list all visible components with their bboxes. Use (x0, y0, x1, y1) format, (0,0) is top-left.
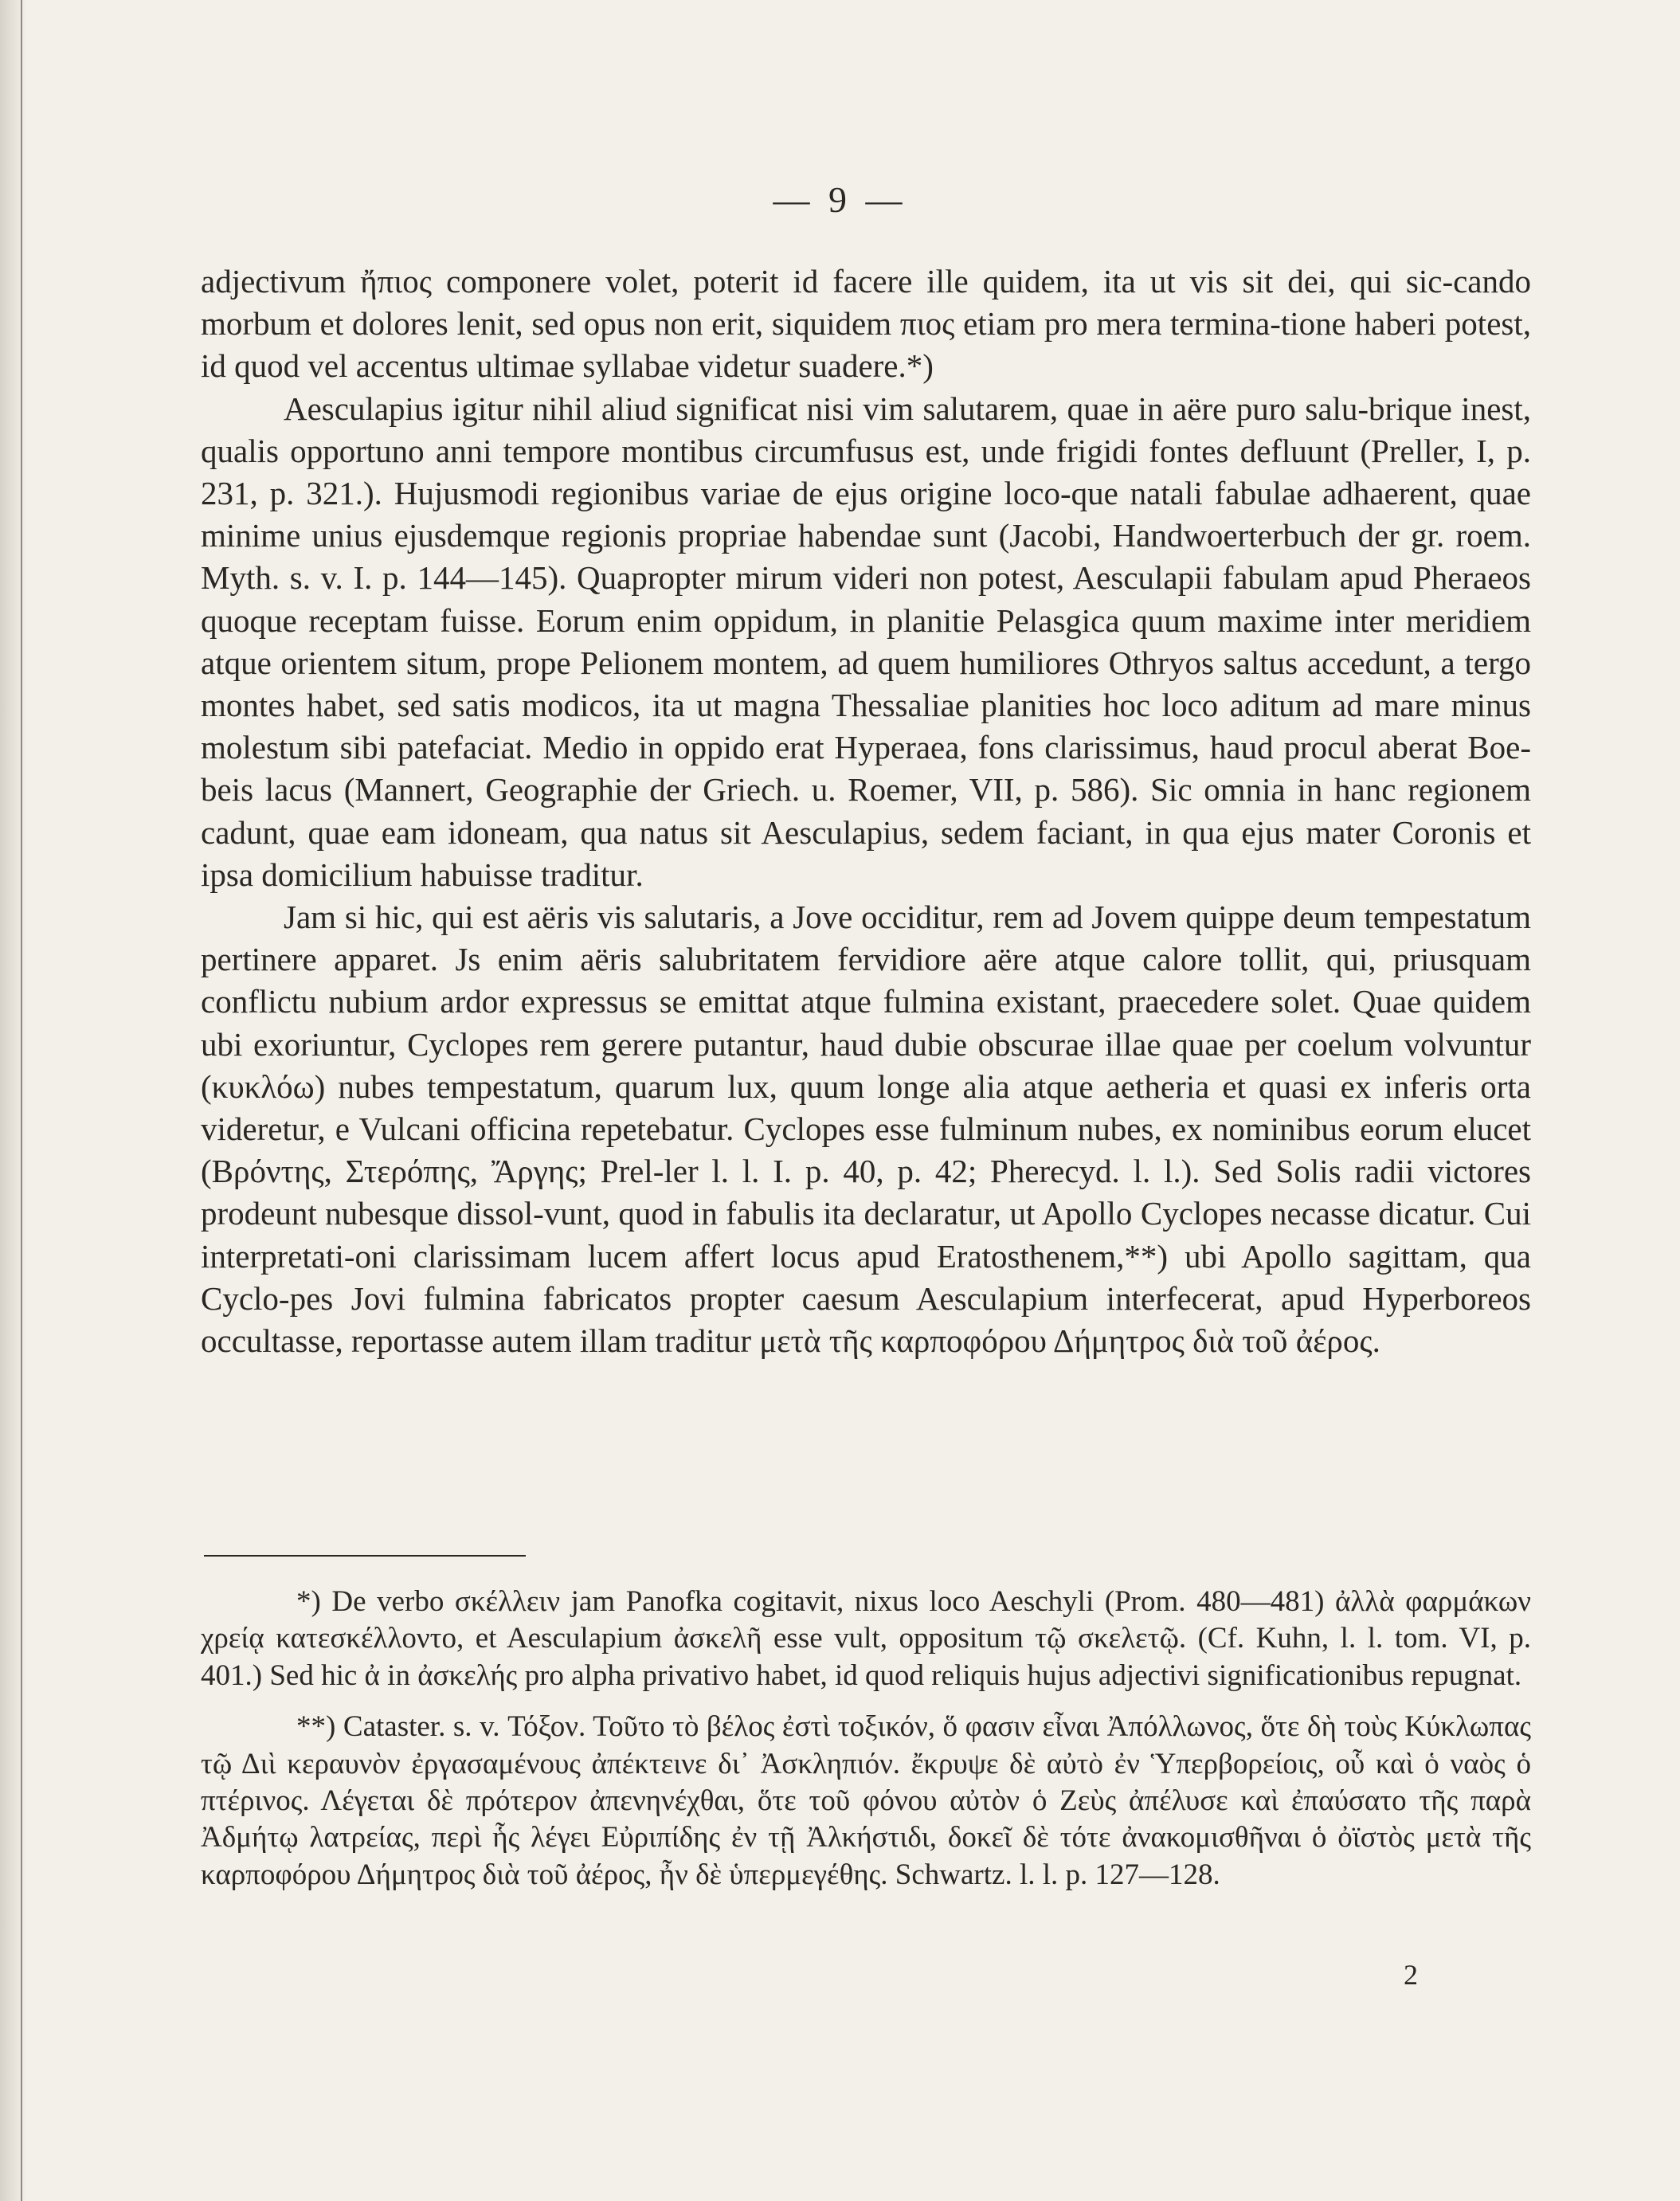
page-number: — 9 — (773, 179, 907, 220)
book-gutter (0, 0, 27, 2201)
footnote-separator (204, 1555, 526, 1557)
footnote-1: *) De verbo σκέλλειν jam Panofka cogitavit, nixus loco Aeschyli (Prom. 480—481) ἀλλὰ φαρμάκων χρείᾳ κατεσκέλλοντο, et Aesculapium ἀσκελῆ esse vult, oppositum τῷ σκελετῷ. (Cf. Kuhn, l. l. tom. VI, p. 401.) Sed hic ἀ in ἀσκελής pro alpha privativo habet, id quod reliquis hujus adjectivi significationibus repugnat. (201, 1585, 1531, 1692)
printer-signature-mark: 2 (1404, 1959, 1418, 1991)
footnote-2: **) Cataster. s. v. Τόξον. Τοῦτο τὸ βέλος ἐστὶ τοξικόν, ὅ φασιν εἶναι Ἀπόλλωνος, ὅτε δὴ τοὺς Κύκλωπας τῷ Διὶ κεραυνὸν ἐργασαμένους ἀπέκτεινε δι᾽ Ἀσκληπιόν. ἔκρυψε δὲ αὐτὸ ἐν Ὑπερβορείοις, οὗ καὶ ὁ ναὸς ὁ πτέρινος. Λέγεται δὲ πρότερον ἀπενηνέχθαι, ὅτε τοῦ φόνου αὐτὸν ὁ Ζεὺς ἀπέλυσε καὶ ἐπαύσατο τῆς παρὰ Ἀδμήτῳ λατρείας, περὶ ἧς λέγει Εὐριπίδης ἐν τῇ Ἀλκήστιδι, δοκεῖ δὲ τότε ἀνακομισθῆναι ὁ ὀϊστὸς μετὰ τῆς καρποφόρου Δήμητρος διὰ τοῦ ἀέρος, ἦν δὲ ὑπερμεγέθης. Schwartz. l. l. p. 127—128. (201, 1710, 1531, 1891)
paragraph-2: Aesculapius igitur nihil aliud significat nisi vim salutarem, quae in aëre puro salu-brique inest, qualis opportuno anni tempore montibus circumfusus est, unde frigidi fontes defluunt (Preller, I, p. 231, p. 321.). Hujusmodi regionibus variae de ejus origine loco-que natali fabulae adhaerent, quae minime unius ejusdemque regionis propriae habendae sunt (Jacobi, Handwoerterbuch der gr. roem. Myth. s. v. I. p. 144—145). Quapropter mirum videri non potest, Aesculapii fabulam apud Pheraeos quoque receptam fuisse. Eorum enim oppidum, in planitie Pelasgica quum maxime inter meridiem atque orientem situm, prope Pelionem montem, ad quem humiliores Othryos saltus accedunt, a tergo montes habet, sed satis modicos, ita ut magna Thessaliae planities hoc loco aditum ad mare minus molestum sibi patefaciat. Medio in oppido erat Hyperaea, fons clarissimus, haud procul aberat Boe-beis lacus (Mannert, Geographie der Griech. u. Roemer, VII, p. 586). Sic omnia in hanc regionem cadunt, quae eam idoneam, qua natus sit Aesculapius, sedem faciant, in qua ejus mater Coronis et ipsa domicilium habuisse traditur. (201, 390, 1531, 893)
main-text (201, 260, 1531, 1362)
gutter-edge-line (21, 0, 22, 2201)
footnotes (201, 1584, 1531, 1894)
paragraph-3: Jam si hic, qui est aëris vis salutaris, a Jove occiditur, rem ad Jovem quippe deum tempestatum pertinere apparet. Js enim aëris salubritatem fervidiore aëre atque calore tollit, qui, priusquam conflictu nubium ardor expressus se emittat atque fulmina existant, praecedere solet. Quae quidem ubi exoriuntur, Cyclopes rem gerere putantur, haud dubie obscurae illae quae per coelum volvuntur (κυκλόω) nubes tempestatum, quarum lux, quum longe alia atque aetheria et quasi ex inferis orta videretur, e Vulcani officina repetebatur. Cyclopes esse fulminum nubes, ex nominibus eorum elucet (Βρόντης, Στερόπης, Ἄργης; Prel-ler l. l. I. p. 40, p. 42; Pherecyd. l. l.). Sed Solis radii victores prodeunt nubesque dissol-vunt, quod in fabulis ita declaratur, ut Apollo Cyclopes necasse dicatur. Cui interpretati-oni clarissimam lucem affert locus apud Eratosthenem,**) ubi Apollo sagittam, qua Cyclo-pes Jovi fulmina fabricatos propter caesum Aesculapium interfecerat, apud Hyperboreos occultasse, reportasse autem illam traditur μετὰ τῆς καρποφόρου Δήμητρος διὰ τοῦ ἀέρος. (201, 899, 1531, 1360)
paragraph-1: adjectivum ἤπιος componere volet, poterit id facere ille quidem, ita ut vis sit dei, qui sic-cando morbum et dolores lenit, sed opus non erit, siquidem πιος etiam pro mera termina-tione haberi potest, id quod vel accentus ultimae syllabae videtur suadere.*) (201, 263, 1531, 385)
